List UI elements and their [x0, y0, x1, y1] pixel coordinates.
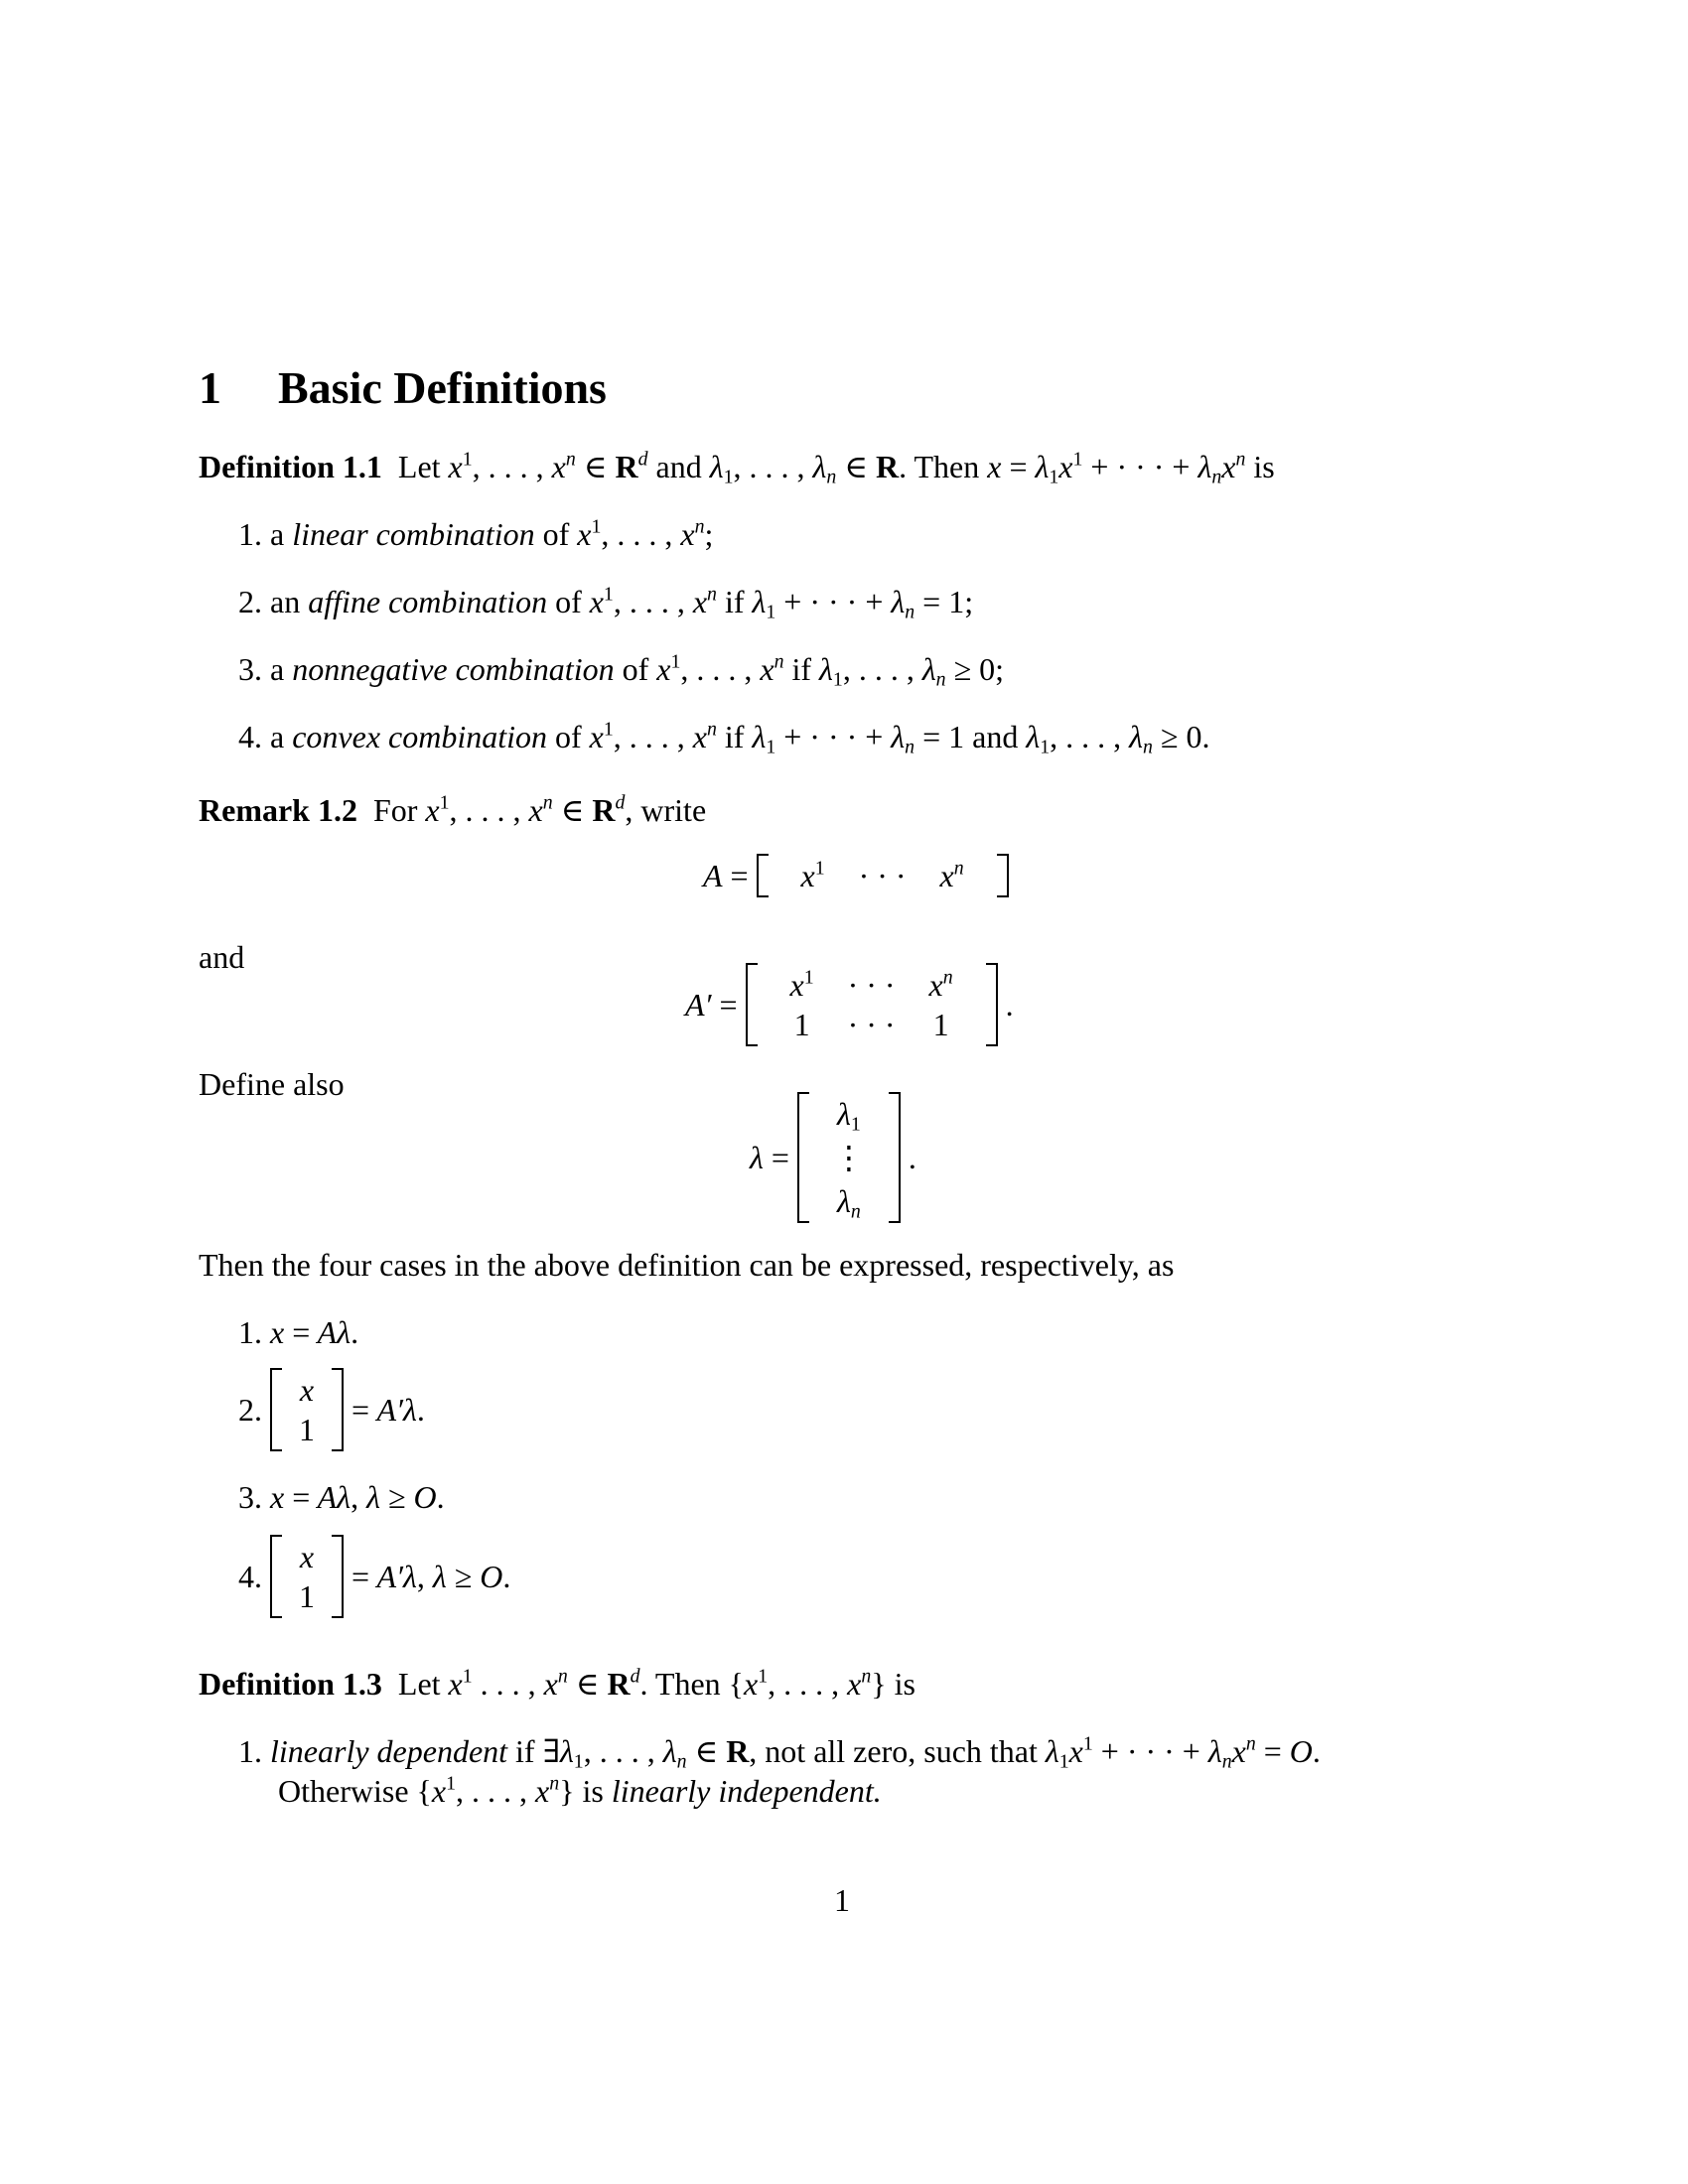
text: if	[724, 584, 745, 619]
item-number: 3.	[238, 651, 262, 687]
math: $x = \lambda_1x^1$ + · · · + $\lambda_nx^n$	[987, 448, 1246, 488]
math: $x^1$, . . . , $x^n$	[656, 650, 784, 687]
math: $\lambda_1$ + · · · + $\lambda_n = 1$	[752, 719, 965, 758]
item-number: 4.	[238, 719, 262, 754]
text: Let	[397, 449, 441, 484]
math: x = Aλ, λ ≥ O.	[270, 1479, 445, 1515]
text: and	[972, 719, 1019, 754]
text: Let	[397, 1666, 441, 1702]
page-number: 1	[834, 1882, 850, 1918]
matrix-A: $x^1$ · · · $x^n$	[757, 854, 1009, 897]
vector-x-1: x 1	[270, 1368, 344, 1451]
math: x = Aλ.	[270, 1314, 359, 1350]
definition-label: Definition 1.1	[199, 449, 382, 484]
lambda-vector-equation: λ = $\lambda_1$ ⋮ $\lambda_n$ .	[750, 1092, 924, 1223]
text: For	[372, 792, 418, 828]
math: $\lambda_1x^1$ + · · · + $\lambda_nx^n = O$.	[1045, 1732, 1321, 1773]
term: linear combination	[292, 516, 535, 552]
item-number: 1.	[238, 1733, 262, 1769]
text: . Then	[639, 1666, 721, 1702]
definition-label: Definition 1.3	[199, 1666, 382, 1702]
math: $x^1$, . . . , $x^n$ ∈ $R^d$	[425, 791, 626, 828]
list-item	[238, 514, 713, 554]
term: nonnegative combination	[292, 651, 615, 687]
section-heading	[199, 359, 607, 417]
text: is	[894, 1666, 915, 1702]
math: $x^1$ . . . , $x^n$ ∈ $R^d$	[448, 1665, 640, 1702]
then-text: Then the four cases in the above definition can be expressed, respectively, as	[199, 1247, 1175, 1283]
list-item	[238, 1535, 518, 1618]
text: and	[655, 449, 702, 484]
item-number: 3.	[238, 1479, 262, 1515]
text: of	[555, 719, 582, 754]
math: {$x^1$, . . . , $x^n$}	[728, 1665, 887, 1702]
text: if	[724, 719, 745, 754]
definition-1-1-intro	[199, 447, 1275, 486]
list-item	[238, 1368, 433, 1451]
item-number: 1.	[238, 1314, 262, 1350]
item-number: 1.	[238, 516, 262, 552]
and-text: and	[199, 939, 245, 975]
remark-1-2-intro	[199, 790, 706, 830]
term: convex combination	[292, 719, 547, 754]
section-title: Basic Definitions	[278, 362, 607, 413]
math: $\lambda_1$, . . . , $\lambda_n$ ∈ R	[709, 449, 900, 488]
text: if	[515, 1733, 535, 1769]
list-item-continuation	[278, 1771, 882, 1811]
text: . Then	[899, 449, 980, 484]
matrix-A-equation: A = $x^1$ · · · $x^n$	[703, 854, 1017, 897]
text: a	[270, 719, 285, 754]
text: a	[270, 651, 285, 687]
list-item	[238, 649, 1004, 689]
math: $\lambda_1$ + · · · + $\lambda_n = 1$;	[752, 584, 974, 623]
text: Otherwise	[278, 1773, 409, 1809]
definition-1-3-intro	[199, 1664, 915, 1704]
remark-label: Remark 1.2	[199, 792, 357, 828]
list-item	[238, 1312, 358, 1352]
item-number: 2.	[238, 1392, 262, 1428]
list-item	[238, 1731, 1321, 1771]
text: , not all zero, such that	[749, 1733, 1038, 1769]
vector-x-1: x 1	[270, 1535, 344, 1618]
math: = A′λ, λ ≥ O.	[352, 1559, 511, 1594]
term: linearly independent.	[611, 1773, 882, 1809]
text: is	[582, 1773, 604, 1809]
text: is	[1253, 449, 1275, 484]
item-number: 2.	[238, 584, 262, 619]
math: $x^1$, . . . , $x^n$ ∈ $R^d$	[448, 448, 648, 484]
matrix-A-prime: $x^1$ · · · $x^n$ 1 · · · 1	[746, 963, 998, 1046]
list-item	[238, 717, 1209, 756]
list-item	[238, 582, 973, 621]
text: , write	[625, 792, 707, 828]
text: of	[622, 651, 649, 687]
text: if	[791, 651, 812, 687]
section-number: 1	[199, 362, 221, 413]
term: affine combination	[308, 584, 548, 619]
item-number: 4.	[238, 1559, 262, 1594]
text: a	[270, 516, 285, 552]
text: of	[555, 584, 582, 619]
math: $\lambda_1$, . . . , $\lambda_n \ge 0$.	[1026, 719, 1210, 758]
list-item	[238, 1477, 445, 1517]
math: = A′λ.	[352, 1392, 425, 1428]
math: $\exists\lambda_1$, . . . , $\lambda_n$ ∈ R	[542, 1733, 750, 1773]
lambda-vector: $\lambda_1$ ⋮ $\lambda_n$	[797, 1092, 901, 1223]
math: $\lambda_1$, . . . , $\lambda_n \ge 0$;	[819, 651, 1005, 691]
math: $x^1$, . . . , $x^n$	[589, 583, 717, 619]
define-also-text: Define also	[199, 1066, 345, 1102]
term: linearly dependent	[270, 1733, 508, 1769]
text: of	[542, 516, 570, 552]
math: {$x^1$, . . . , $x^n$}	[416, 1772, 575, 1809]
text: an	[270, 584, 301, 619]
matrix-A-prime-equation: A′ = $x^1$ · · · $x^n$ 1 · · · 1 .	[685, 963, 1022, 1046]
math: $x^1$, . . . , $x^n$;	[577, 515, 714, 552]
math: $x^1$, . . . , $x^n$	[589, 718, 717, 754]
